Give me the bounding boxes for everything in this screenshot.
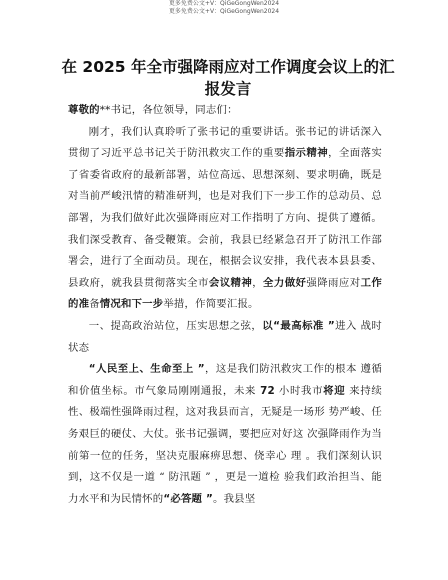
p1-text-5: 备 (89, 298, 100, 311)
p1-text-6: 举措，作简要汇报。 (163, 298, 259, 311)
greeting-prefix: 尊敬的 (68, 104, 100, 116)
p2-text-4: 。我县坚 (212, 492, 256, 505)
p2-text-2: 小时我市 (274, 384, 324, 397)
h1-bold-1: 以“最高标准 ” (262, 319, 335, 332)
p1-text-4: 强降雨应对 (306, 276, 361, 289)
p1-bold-5: 情况和下一步 (99, 298, 164, 311)
p1-text-2: ，全面落实了省委省政府的最新部署，站位高远、思想深刻、要求明确，既是对当前严峻汛情的精准研判，也是对我们下一步工作的总动员、总部署，为我们做好此次强降雨应对工作指明了方向、提供了遵循。我们深受教育、备受鞭策。会前，我县已经紧急召开了防汛工作部署会，进行了全面动员。现在，根据会议安排，我代表本县县委、县政府，就我县贯彻落实全市 (68, 147, 382, 289)
p2-text-1: ，这是我们防汛救灾工作的根本 遵循和价值坐标。市气象局刚刚通报，未来 (68, 363, 382, 397)
watermark-line-1: 更多免费公文+V：QiGeGongWen2024 (168, 0, 280, 7)
p1-bold-4: 工作的准 (68, 276, 382, 311)
paragraph-1 (68, 122, 382, 316)
p1-text-3: ， (252, 276, 264, 289)
h1-text-1: 一、提高政治站位，压实思想之弦， (88, 319, 263, 332)
greeting-rest: **书记，各位领导，同志们： (99, 104, 238, 116)
p2-text-3: 来持续性、极端性强降雨过程，这对我县而言，无疑是一场形 势严峻、任务艰巨的硬仗、大仗。张书记强调，要把应对好这 次强降雨作为当前第一位的任务，坚决克服麻痹思想、侥幸心 理 。我们深刻认识到，这不仅是一道 “ 防汛题 ” ，更是一道检 验我们政治担当、能力水平和为民情怀的 (68, 384, 383, 505)
p2-bold-2: 72 (260, 384, 275, 397)
p1-bold-3: 全力做好 (263, 276, 307, 289)
p2-bold-4: “必答题 ” (163, 492, 213, 505)
p2-bold-3: 将迎 (323, 384, 346, 397)
paragraph-2 (68, 359, 382, 510)
p1-bold-1: 指示精神 (284, 147, 329, 160)
p1-text-1: 刚才，我们认真聆听了张书记的重要讲话。张书记的讲话深入贯彻了习近平总书记关于防汛救灾工作的重要 (68, 125, 382, 160)
p1-bold-2: 会议精神 (208, 276, 253, 289)
greeting (68, 100, 382, 122)
document-title: 在 2025 年全市强降雨应对工作调度会议上的汇报发言 (61, 58, 395, 98)
watermark-line-2: 更多免费公文+V：QiGeGongWen2024 (168, 8, 280, 15)
h1-text-2: 进入 战时状态 (68, 319, 382, 354)
section-heading-1 (68, 316, 382, 359)
document-body (68, 100, 382, 510)
p2-bold-1: “人民至上、生命至上 ” (88, 363, 205, 376)
